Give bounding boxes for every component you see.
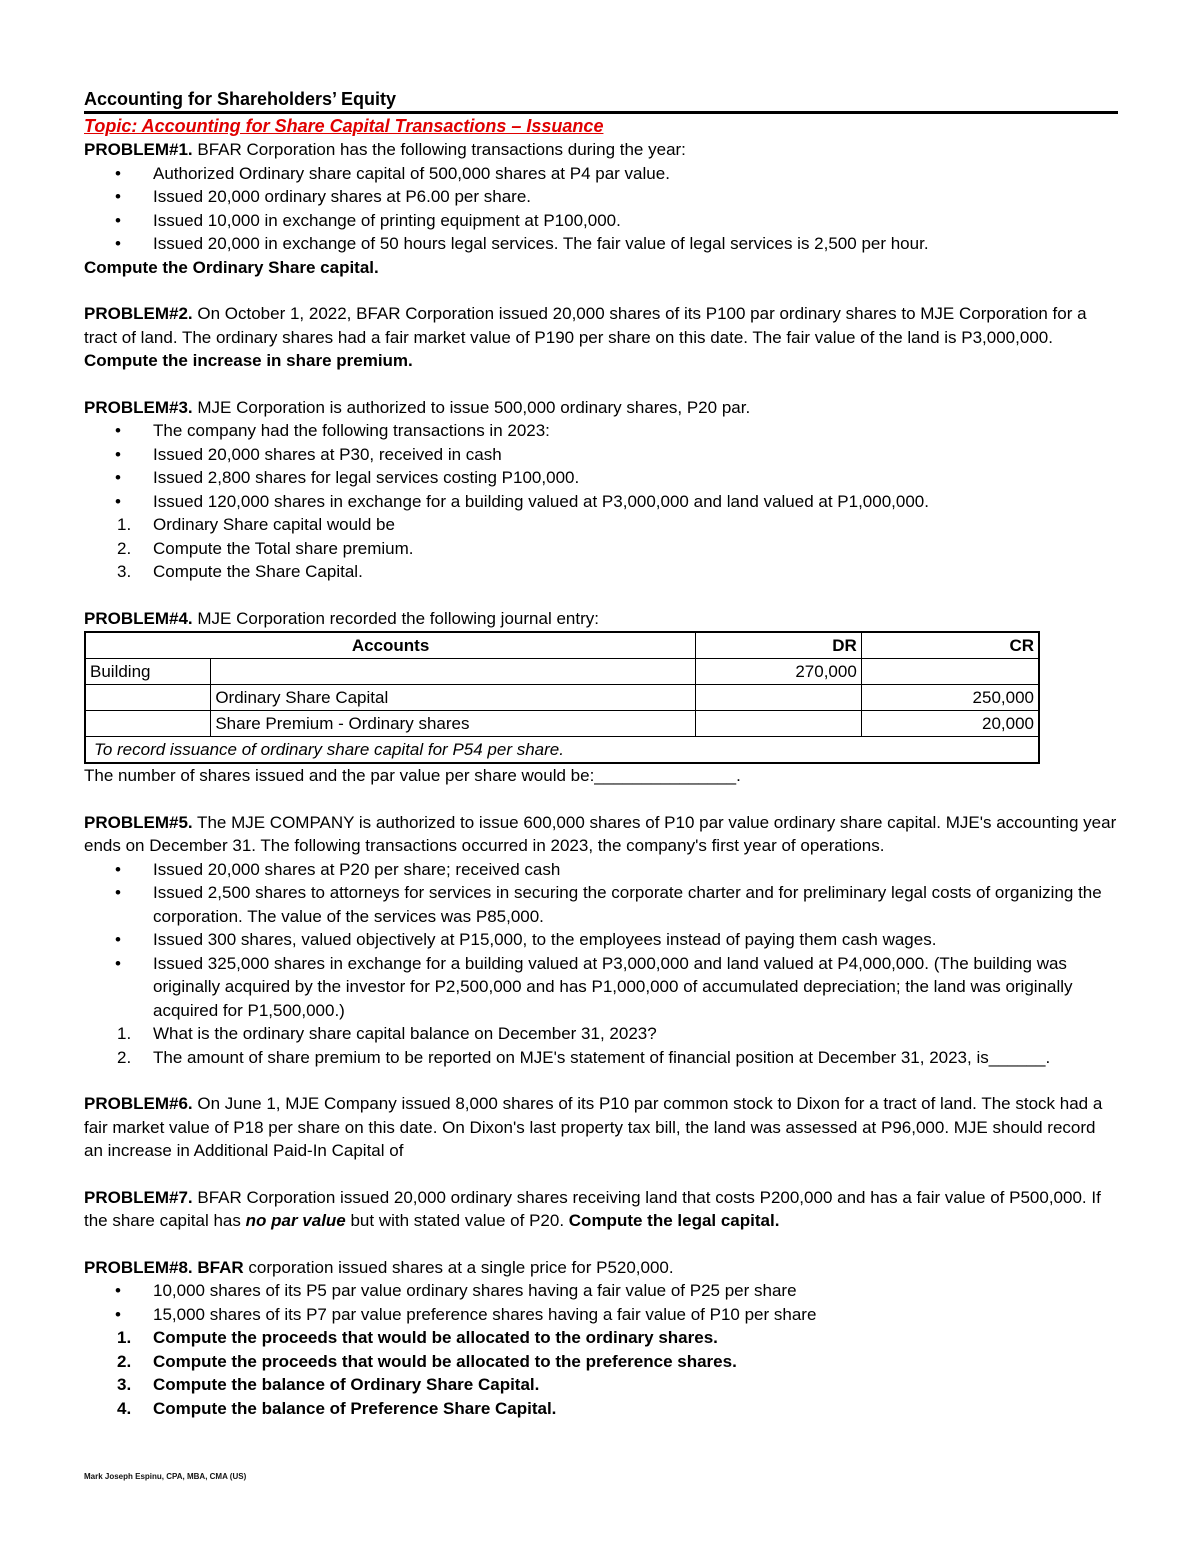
problem-label: PROBLEM#6. xyxy=(84,1094,193,1113)
header-dr: DR xyxy=(696,632,862,659)
header-cr: CR xyxy=(861,632,1039,659)
list-item: • Issued 120,000 shares in exchange for a building valued at P3,000,000 and land valued at P1,000,000. xyxy=(84,490,1118,514)
problem-1-intro: PROBLEM#1. BFAR Corporation has the following transactions during the year: xyxy=(84,140,686,159)
table-row xyxy=(85,711,1039,737)
problem-1 xyxy=(84,138,1118,279)
list-item: • 10,000 shares of its P5 par value ordinary shares having a fair value of P25 per share xyxy=(84,1279,1118,1303)
problem-5-questions xyxy=(84,1022,1118,1069)
problem-7 xyxy=(84,1186,1118,1233)
problem-8 xyxy=(84,1256,1118,1421)
list-item: • Issued 20,000 shares at P20 per share; received cash xyxy=(84,858,1118,882)
table-cell: Building xyxy=(85,659,211,685)
emphasis-no-par-value: no par value xyxy=(245,1211,346,1230)
problem-label: PROBLEM#4. xyxy=(84,608,193,628)
problem-label: PROBLEM#2. xyxy=(84,304,193,323)
problem-3-bullets xyxy=(84,419,1118,513)
list-item: • Authorized Ordinary share capital of 500,000 shares at P4 par value. xyxy=(84,162,1118,186)
list-item: 2. Compute the proceeds that would be allocated to the preference shares. xyxy=(117,1351,737,1371)
problem-8-intro: PROBLEM#8. BFAR corporation issued shares at a single price for P520,000. xyxy=(84,1257,674,1277)
list-item: 1. What is the ordinary share capital balance on December 31, 2023? xyxy=(117,1024,657,1043)
header-accounts: Accounts xyxy=(85,632,696,659)
document-title: Accounting for Shareholders’ Equity xyxy=(84,88,1118,114)
list-item: 2. Compute the Total share premium. xyxy=(117,538,414,558)
list-item: 3. Compute the balance of Ordinary Share Capital. xyxy=(117,1375,540,1394)
problem-6 xyxy=(84,1092,1118,1163)
problem-label: PROBLEM#3. xyxy=(84,397,193,417)
problem-7-question: Compute the legal capital. xyxy=(568,1211,780,1230)
journal-entry-note: To record issuance of ordinary share capital for P54 per share. xyxy=(85,737,1039,764)
problem-label: PROBLEM#1. xyxy=(84,140,193,159)
problem-6-text: PROBLEM#6. On June 1, MJE Company issued 8,000 shares of its P10 par common stock to Dixon for a tract of land. The stock had a fair market value of P18 per share on this date. On Dixon's last property tax bill, the land was assessed at P96,000. MJE should record an increase in Additional Paid-In Capital of xyxy=(84,1094,1103,1160)
table-cell: Ordinary Share Capital xyxy=(211,685,696,711)
table-row xyxy=(85,659,1039,685)
list-item: 1. Ordinary Share capital would be xyxy=(117,515,395,534)
list-item: • Issued 20,000 in exchange of 50 hours legal services. The fair value of legal services is 2,500 per hour. xyxy=(84,232,1118,256)
problem-label: PROBLEM#7. xyxy=(84,1187,193,1207)
problem-8-bullets xyxy=(84,1279,1118,1326)
problem-4-question: The number of shares issued and the par value per share would be:_______________. xyxy=(84,766,741,785)
problem-5-text: PROBLEM#5. The MJE COMPANY is authorized to issue 600,000 shares of P10 par value ordinary share capital. MJE's accounting year ends on December 31. The following transactions occurred in 2023, the company's first year of operations. xyxy=(84,812,1117,855)
list-item: • Issued 2,800 shares for legal services costing P100,000. xyxy=(84,466,1118,490)
list-item: • Issued 300 shares, valued objectively at P15,000, to the employees instead of paying them cash wages. xyxy=(84,928,1118,952)
problem-8-questions xyxy=(84,1326,1118,1420)
list-item: 2. The amount of share premium to be reported on MJE's statement of financial position at December 31, 2023, is______. xyxy=(117,1047,1051,1067)
table-cell xyxy=(211,659,696,685)
journal-entry-table xyxy=(84,631,1040,764)
problem-5-bullets xyxy=(84,858,1118,1023)
problem-1-bullets xyxy=(84,162,1118,256)
problem-3-questions xyxy=(84,513,1118,584)
problem-3-intro: PROBLEM#3. MJE Corporation is authorized to issue 500,000 ordinary shares, P20 par. xyxy=(84,397,751,417)
problem-label: PROBLEM#5. xyxy=(84,812,193,832)
document-page xyxy=(84,88,1118,1420)
table-cell: 20,000 xyxy=(861,711,1039,737)
table-header-row xyxy=(85,632,1039,659)
problem-label: PROBLEM#8. BFAR xyxy=(84,1257,244,1277)
table-note-row xyxy=(85,737,1039,764)
list-item: • Issued 20,000 ordinary shares at P6.00 per share. xyxy=(84,185,1118,209)
table-cell xyxy=(861,659,1039,685)
problem-2 xyxy=(84,302,1118,373)
list-item: • Issued 2,500 shares to attorneys for services in securing the corporate charter and for preliminary legal costs of organizing the corporation. The value of the services was P85,000. xyxy=(84,881,1118,928)
list-item: • Issued 325,000 shares in exchange for a building valued at P3,000,000 and land valued at P4,000,000. (The building was originally acquired by the investor for P2,500,000 and has P1,000,000 of accumulated depreciation; the land was originally acquired for P1,500,000.) xyxy=(84,952,1118,1023)
table-cell: 250,000 xyxy=(861,685,1039,711)
table-cell xyxy=(696,711,862,737)
topic-heading: Topic: Accounting for Share Capital Transactions – Issuance xyxy=(84,116,604,136)
list-item: • Issued 10,000 in exchange of printing equipment at P100,000. xyxy=(84,209,1118,233)
list-item: 3. Compute the Share Capital. xyxy=(117,562,363,581)
list-item: • The company had the following transactions in 2023: xyxy=(84,419,1118,443)
problem-3 xyxy=(84,396,1118,584)
table-cell: Share Premium - Ordinary shares xyxy=(211,711,696,737)
problem-4 xyxy=(84,607,1118,788)
problem-1-question: Compute the Ordinary Share capital. xyxy=(84,257,379,277)
table-cell xyxy=(696,685,862,711)
list-item: 4. Compute the balance of Preference Share Capital. xyxy=(117,1398,557,1418)
table-row xyxy=(85,685,1039,711)
problem-7-text: PROBLEM#7. BFAR Corporation issued 20,000 ordinary shares receiving land that costs P200,000 and has a fair value of P500,000. If the share capital has no par value but with stated value of P20. Compute the legal capital. xyxy=(84,1187,1101,1230)
author-footer: Mark Joseph Espinu, CPA, MBA, CMA (US) xyxy=(84,1472,247,1481)
table-cell xyxy=(85,685,211,711)
problem-2-question: Compute the increase in share premium. xyxy=(84,351,413,370)
problem-5 xyxy=(84,811,1118,1070)
problem-2-text: PROBLEM#2. On October 1, 2022, BFAR Corporation issued 20,000 shares of its P100 par ordinary shares to MJE Corporation for a tract of land. The ordinary shares had a fair market value of P190 per share on this date. The fair value of the land is P3,000,000. Compute the increase in share premium. xyxy=(84,304,1087,370)
list-item: 1. Compute the proceeds that would be allocated to the ordinary shares. xyxy=(117,1328,718,1347)
problem-4-intro: PROBLEM#4. MJE Corporation recorded the following journal entry: xyxy=(84,608,599,628)
table-cell: 270,000 xyxy=(696,659,862,685)
table-cell xyxy=(85,711,211,737)
list-item: • 15,000 shares of its P7 par value preference shares having a fair value of P10 per share xyxy=(84,1303,1118,1327)
list-item: • Issued 20,000 shares at P30, received in cash xyxy=(84,443,1118,467)
